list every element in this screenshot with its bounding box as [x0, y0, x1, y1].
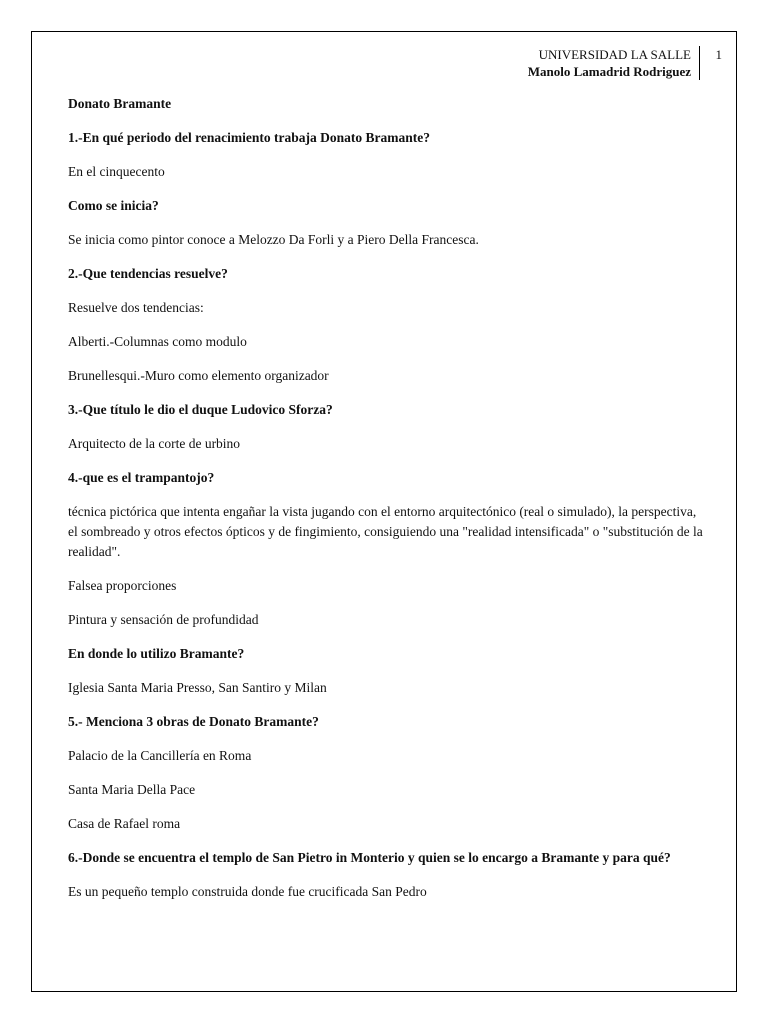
document-title: Donato Bramante	[68, 96, 172, 111]
answer-text: técnica pictórica que intenta engañar la vista jugando con el entorno arquitectónico (real o simulado), la perspectiva, el sombreado y otros efectos ópticos y de fingimiento, consiguiendo una "realidad intensificada" o "substitución de la realidad".	[68, 504, 703, 559]
answer-text: Resuelve dos tendencias:	[68, 300, 204, 315]
document-page	[31, 31, 737, 992]
header-author: Manolo Lamadrid Rodriguez	[527, 64, 691, 79]
answer-text: Se inicia como pintor conoce a Melozzo Da Forli y a Piero Della Francesca.	[68, 232, 479, 247]
document-body	[68, 94, 708, 916]
question-text: 6.-Donde se encuentra el templo de San Pietro in Monterio y quien se lo encargo a Bramante y para qué?	[68, 850, 671, 865]
answer-text: Es un pequeño templo construida donde fue crucificada San Pedro	[68, 884, 427, 899]
page-header	[528, 46, 700, 80]
answer-text: En el cinquecento	[68, 164, 165, 179]
answer-text: Arquitecto de la corte de urbino	[68, 436, 241, 451]
question-text: 3.-Que título le dio el duque Ludovico Sforza?	[68, 402, 333, 417]
answer-text: Santa Maria Della Pace	[68, 782, 196, 797]
answer-text: Iglesia Santa Maria Presso, San Santiro y Milan	[68, 680, 327, 695]
question-text: Como se inicia?	[68, 198, 159, 213]
paragraph-list	[68, 128, 708, 902]
page-number: 1	[715, 47, 722, 62]
question-text: 4.-que es el trampantojo?	[68, 470, 215, 485]
answer-text: Alberti.-Columnas como modulo	[68, 334, 247, 349]
header-institution: UNIVERSIDAD LA SALLE	[538, 47, 691, 62]
answer-text: Palacio de la Cancillería en Roma	[68, 748, 252, 763]
answer-text: Pintura y sensación de profundidad	[68, 612, 259, 627]
question-text: 2.-Que tendencias resuelve?	[68, 266, 228, 281]
answer-text: Falsea proporciones	[68, 578, 177, 593]
question-text: 1.-En qué periodo del renacimiento trabaja Donato Bramante?	[68, 130, 430, 145]
answer-text: Casa de Rafael roma	[68, 816, 181, 831]
question-text: En donde lo utilizo Bramante?	[68, 646, 245, 661]
answer-text: Brunellesqui.-Muro como elemento organizador	[68, 368, 329, 383]
question-text: 5.- Menciona 3 obras de Donato Bramante?	[68, 714, 319, 729]
